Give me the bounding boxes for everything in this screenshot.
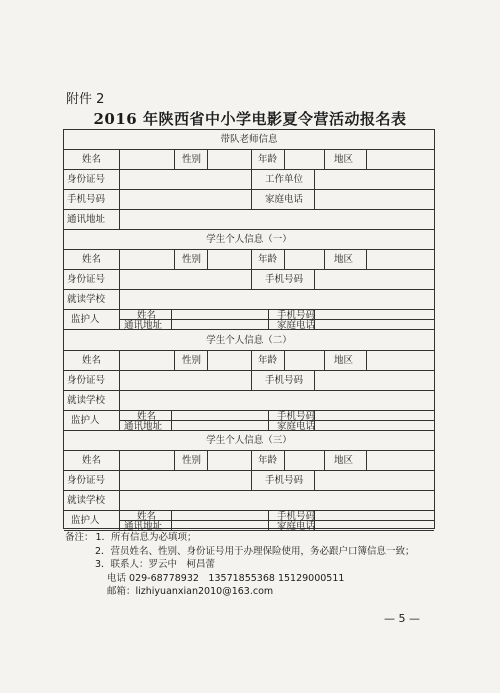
table-rule: [174, 450, 175, 470]
table-rule: [268, 410, 269, 430]
student-2-school-label: 就读学校: [67, 395, 106, 406]
table-rule: [119, 470, 120, 490]
notes-label: 备注：: [65, 532, 94, 543]
student-3-id-label: 身份证号: [67, 475, 106, 486]
table-rule: [119, 209, 120, 229]
table-rule: [174, 149, 175, 169]
table-rule: [174, 249, 175, 269]
student-3-guardian-address-label: 通讯地址: [124, 521, 163, 532]
table-rule: [251, 249, 252, 269]
table-rule: [119, 249, 120, 269]
student-1-mobile-label: 手机号码: [265, 274, 304, 285]
table-rule: [171, 410, 172, 430]
student-3-guardian-name-label: 姓名: [137, 511, 157, 522]
table-rule: [207, 350, 208, 370]
student-2-header: 学生个人信息（二）: [206, 335, 292, 346]
table-rule: [119, 269, 120, 289]
contact-phone: 电话 029-68778932 13571855368 15129000511: [107, 572, 345, 584]
table-rule: [119, 350, 120, 370]
table-rule: [119, 490, 120, 510]
teacher-work-label: 工作单位: [265, 174, 304, 185]
table-rule: [314, 370, 315, 390]
note-1: 1．所有信息为必填项；: [95, 532, 197, 543]
teacher-address-label: 通讯地址: [67, 214, 106, 225]
table-rule: [251, 149, 252, 169]
student-2-region-label: 地区: [334, 355, 354, 366]
teacher-home-phone-label: 家庭电话: [265, 194, 304, 205]
table-rule: [207, 450, 208, 470]
table-rule: [251, 370, 252, 390]
student-1-gender-label: 性别: [182, 254, 202, 265]
teacher-id-label: 身份证号: [67, 174, 106, 185]
table-rule: [314, 169, 315, 209]
table-rule: [119, 510, 120, 530]
table-rule: [119, 390, 120, 410]
student-2-age-label: 年龄: [258, 355, 278, 366]
table-rule: [174, 350, 175, 370]
student-3-name-label: 姓名: [82, 455, 102, 466]
student-3-mobile-label: 手机号码: [265, 475, 304, 486]
student-2-gender-label: 性别: [182, 355, 202, 366]
student-1-region-label: 地区: [334, 254, 354, 265]
student-1-guardian-home-label: 家庭电话: [277, 320, 316, 331]
note-line-1: [65, 531, 385, 545]
teacher-age-label: 年龄: [258, 154, 278, 165]
table-rule: [119, 309, 120, 329]
table-rule: [284, 149, 285, 169]
notes-section: [65, 531, 415, 599]
teacher-mobile-label: 手机号码: [67, 194, 106, 205]
table-rule: [119, 410, 120, 430]
student-2-mobile-label: 手机号码: [265, 375, 304, 386]
student-3-school-label: 就读学校: [67, 495, 106, 506]
student-3-guardian-label: 监护人: [71, 515, 100, 526]
table-rule: [64, 430, 434, 431]
table-rule: [251, 169, 252, 209]
student-1-guardian-address-label: 通讯地址: [124, 320, 163, 331]
table-rule: [284, 249, 285, 269]
student-3-header: 学生个人信息（三）: [206, 435, 292, 446]
student-2-guardian-mobile-label: 手机号码: [277, 411, 316, 422]
student-2-guardian-name-label: 姓名: [137, 411, 157, 422]
table-rule: [171, 510, 172, 530]
table-rule: [324, 249, 325, 269]
student-1-id-label: 身份证号: [67, 274, 106, 285]
table-rule: [366, 350, 367, 370]
student-3-gender-label: 性别: [182, 455, 202, 466]
student-2-guardian-label: 监护人: [71, 415, 100, 426]
table-rule: [366, 450, 367, 470]
table-rule: [119, 370, 120, 390]
table-rule: [324, 149, 325, 169]
table-rule: [251, 470, 252, 490]
teacher-region-label: 地区: [334, 154, 354, 165]
table-rule: [314, 269, 315, 289]
teacher-name-label: 姓名: [82, 154, 102, 165]
page-number: — 5 —: [384, 612, 420, 625]
table-rule: [366, 149, 367, 169]
table-rule: [284, 450, 285, 470]
table-rule: [366, 249, 367, 269]
table-rule: [207, 249, 208, 269]
student-1-name-label: 姓名: [82, 254, 102, 265]
contact-email: 邮箱：lizhiyuanxian2010@163.com: [107, 586, 274, 597]
table-rule: [268, 510, 269, 530]
table-rule: [268, 309, 269, 329]
table-rule: [251, 450, 252, 470]
table-rule: [64, 329, 434, 330]
student-1-guardian-mobile-label: 手机号码: [277, 310, 316, 321]
student-1-header: 学生个人信息（一）: [206, 234, 292, 245]
registration-form-table: [63, 129, 435, 532]
table-rule: [284, 350, 285, 370]
student-2-name-label: 姓名: [82, 355, 102, 366]
table-rule: [314, 470, 315, 490]
table-rule: [324, 450, 325, 470]
table-rule: [171, 309, 172, 329]
table-rule: [119, 450, 120, 470]
table-rule: [119, 149, 120, 169]
student-3-guardian-home-label: 家庭电话: [277, 521, 316, 532]
table-rule: [251, 350, 252, 370]
student-2-guardian-address-label: 通讯地址: [124, 421, 163, 432]
table-rule: [64, 229, 434, 230]
teacher-gender-label: 性别: [182, 154, 202, 165]
table-rule: [251, 269, 252, 289]
student-2-id-label: 身份证号: [67, 375, 106, 386]
student-3-age-label: 年龄: [258, 455, 278, 466]
student-2-guardian-home-label: 家庭电话: [277, 421, 316, 432]
attachment-label: 附件 2: [66, 92, 105, 107]
table-rule: [207, 149, 208, 169]
table-rule: [324, 350, 325, 370]
student-3-region-label: 地区: [334, 455, 354, 466]
student-1-guardian-label: 监护人: [71, 314, 100, 325]
table-rule: [119, 169, 120, 209]
student-1-school-label: 就读学校: [67, 294, 106, 305]
student-3-guardian-mobile-label: 手机号码: [277, 511, 316, 522]
note-2: 2．营员姓名、性别、身份证号用于办理保险使用，务必跟户口簿信息一致；: [95, 545, 415, 557]
student-1-guardian-name-label: 姓名: [137, 310, 157, 321]
table-rule: [119, 289, 120, 309]
form-title: 2016 年陕西省中小学电影夏令营活动报名表: [93, 110, 407, 128]
student-1-age-label: 年龄: [258, 254, 278, 265]
teacher-section-header: 带队老师信息: [220, 134, 278, 145]
note-3: 3．联系人：罗云中 柯昌蕾: [95, 559, 216, 570]
